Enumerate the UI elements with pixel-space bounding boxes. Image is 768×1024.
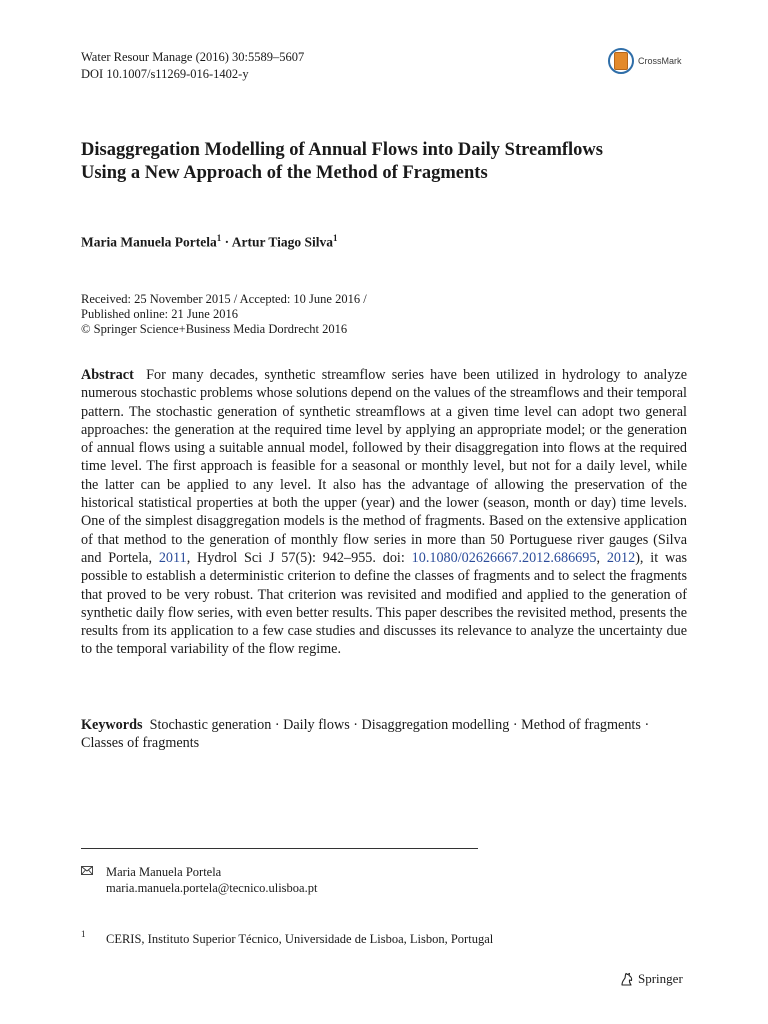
copyright-line: © Springer Science+Business Media Dordrecht 2016 [81, 322, 348, 336]
crossmark-label: CrossMark [638, 56, 682, 66]
abstract-text: ), it was possible to establish a deterministic criterion to define the classes of fragments and to select the fragments that proved to be very robust. That criterion was revisited and modified and applied to the generation of synthetic daily flow series, with even better results. This paper describes the revisited method, presents the results from its application to a few case studies and discusses its relevance to analyze the uncertainty due to the temporal variability of the flow regime. [81, 549, 688, 658]
crossmark-badge[interactable] [608, 48, 682, 74]
journal-citation: Water Resour Manage (2016) 30:5589–5607 [81, 50, 305, 64]
abstract-text: , Hydrol Sci J 57(5): 942–955. doi: [186, 549, 412, 566]
abstract-text: , [596, 549, 607, 566]
footnote-divider [81, 848, 478, 849]
author-name: Artur Tiago Silva [231, 234, 334, 250]
abstract-label: Abstract [81, 367, 134, 383]
received-accepted-dates: Received: 25 November 2015 / Accepted: 10 June 2016 / [81, 292, 367, 306]
correspondence-email[interactable]: maria.manuela.portela@tecnico.ulisboa.pt [106, 881, 318, 895]
correspondence-block [81, 864, 317, 896]
published-online-date: Published online: 21 June 2016 [81, 307, 238, 321]
doi-line: DOI 10.1007/s11269-016-1402-y [81, 67, 249, 81]
publisher-name: Springer [638, 971, 683, 986]
author-affil-marker: 1 [216, 233, 222, 243]
envelope-icon [81, 866, 93, 875]
author-separator: · [221, 234, 232, 250]
correspondence-name: Maria Manuela Portela [106, 865, 222, 879]
publication-history [81, 292, 367, 337]
author-list [81, 233, 338, 251]
affiliation-number: 1 [81, 929, 86, 939]
citation-link[interactable]: 2011 [158, 549, 187, 566]
keywords [81, 716, 687, 753]
author-name: Maria Manuela Portela [81, 234, 217, 250]
publisher-logo [619, 971, 683, 987]
abstract-text: For many decades, synthetic streamflow series have been utilized in hydrology to analyze numerous stochastic problems whose solutions depend on the values of the streamflows and their temporal pattern. The stochastic generation of synthetic streamflows at a given time level can adopt two general approaches: the generation at the required time level by applying an appropriate model; or the generation of annual flows using a suitable annual model, followed by their disaggregation into flows at the required time level. The first approach is feasible for a seasonal or monthly level, but not for a daily level, while the latter can be applied to any level. It also has the advantage of allowing the preservation of the historical statistical properties at both the upper (year) and the lower (season, month or day) time levels. One of the simplest disaggregation models is the method of fragments. Based on the extensive application of that method to the generation of monthly flow series in more than 50 Portuguese river gauges (Silva and Portela, [81, 367, 688, 566]
affiliation-footnote [81, 929, 494, 947]
doi-link[interactable]: 10.1080/02626667.2012.686695 [411, 549, 597, 566]
abstract [81, 366, 687, 659]
citation-link[interactable]: 2012 [606, 549, 636, 566]
author-affil-marker: 1 [333, 233, 338, 243]
keywords-text: Stochastic generation · Daily flows · Disaggregation modelling · Method of fragments · Classes of fragments [81, 717, 650, 752]
keywords-label: Keywords [81, 717, 143, 733]
springer-horse-icon [619, 971, 635, 987]
journal-header [81, 49, 304, 83]
affiliation-text: CERIS, Instituto Superior Técnico, Universidade de Lisboa, Lisbon, Portugal [106, 932, 494, 946]
paper-title: Disaggregation Modelling of Annual Flows into Daily Streamflows Using a New Approach of the Method of Fragments [81, 140, 603, 183]
crossmark-icon [608, 48, 634, 74]
